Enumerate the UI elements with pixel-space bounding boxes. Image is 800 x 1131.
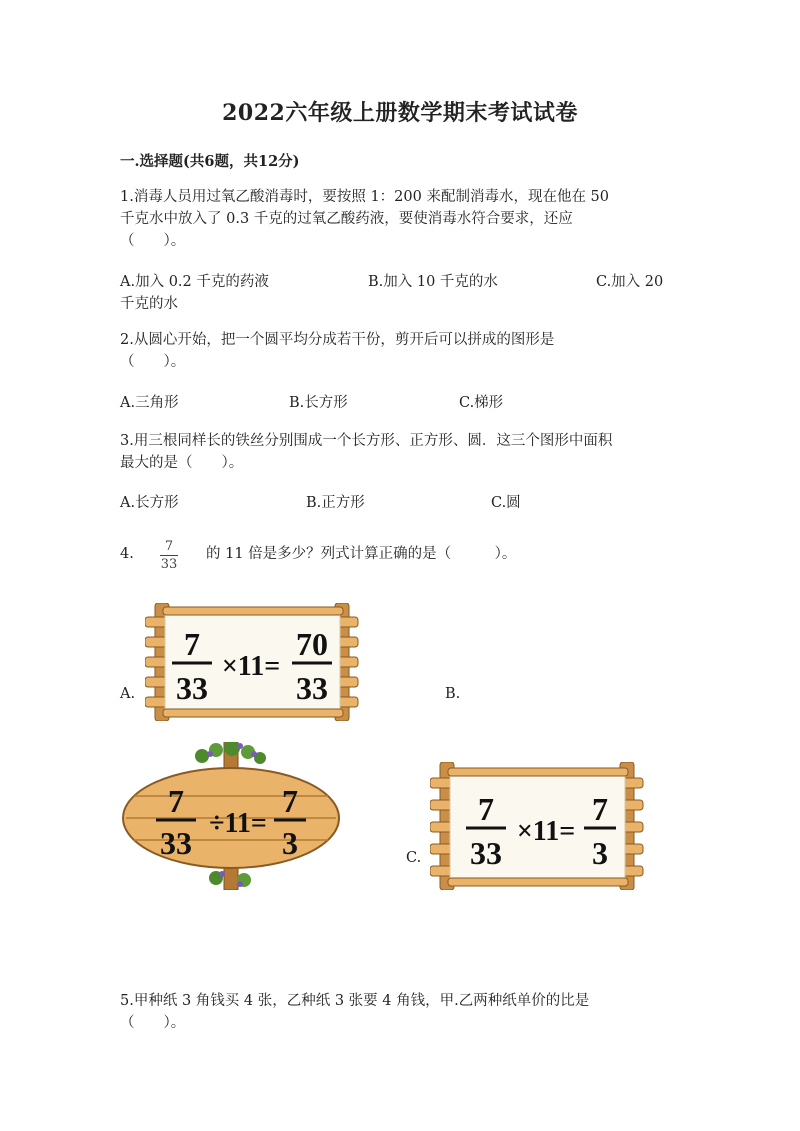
sign-c-denominator-2: 3 bbox=[592, 835, 608, 871]
q4-fraction-denominator: 33 bbox=[160, 557, 178, 572]
sign-b-denominator-1: 33 bbox=[160, 825, 192, 861]
q4-sign-c-image[interactable] bbox=[430, 762, 645, 890]
sign-b-operator: ÷11= bbox=[209, 808, 267, 839]
q3-option-a[interactable]: A.长方形 bbox=[120, 495, 179, 511]
sign-a-denominator-2: 33 bbox=[296, 670, 328, 706]
q4-fraction-numerator: 7 bbox=[164, 539, 174, 554]
q2-option-b[interactable]: B.长方形 bbox=[289, 395, 348, 411]
q1-option-b[interactable]: B.加入 10 千克的水 bbox=[368, 274, 498, 290]
sign-a-denominator-1: 33 bbox=[176, 670, 208, 706]
sign-b-numerator-1: 7 bbox=[168, 783, 184, 819]
sign-a-numerator-2: 70 bbox=[296, 626, 328, 662]
q4-label-a[interactable]: A. bbox=[120, 686, 136, 702]
sign-a-numerator-1: 7 bbox=[184, 626, 200, 662]
q2-option-a[interactable]: A.三角形 bbox=[120, 395, 179, 411]
sign-b-denominator-2: 3 bbox=[282, 825, 298, 861]
sign-a-operator: ×11= bbox=[221, 651, 281, 682]
q4-label-c[interactable]: C. bbox=[406, 850, 422, 866]
q4-number: 4. bbox=[120, 546, 134, 562]
q3-option-c[interactable]: C.圆 bbox=[491, 495, 521, 511]
q4-sign-a-image[interactable] bbox=[145, 603, 360, 721]
q5-line1: 5.甲种纸 3 角钱买 4 张，乙种纸 3 张要 4 角钱，甲.乙两种纸单价的比是 bbox=[120, 993, 590, 1009]
q5-line2: （ ）。 bbox=[120, 1015, 186, 1031]
sign-c-denominator-1: 33 bbox=[470, 835, 502, 871]
q1-option-c[interactable]: C.加入 20 bbox=[596, 274, 664, 290]
page-title: 2022六年级上册数学期末考试试卷 bbox=[222, 100, 578, 126]
sign-b-numerator-2: 7 bbox=[282, 783, 298, 819]
q1-line1: 1.消毒人员用过氧乙酸消毒时，要按照 1：200 来配制消毒水，现在他在 50 bbox=[120, 189, 610, 205]
section-heading: 一.选择题(共6题，共12分) bbox=[120, 153, 300, 170]
wood-frame-top bbox=[448, 768, 628, 776]
fraction-bar bbox=[160, 555, 178, 556]
q2-line2: （ ）。 bbox=[120, 354, 186, 370]
sign-c-numerator-2: 7 bbox=[592, 791, 608, 827]
q1-option-c-cont: 千克的水 bbox=[120, 296, 178, 312]
q3-option-b[interactable]: B.正方形 bbox=[306, 495, 365, 511]
q3-line2: 最大的是（ ）。 bbox=[120, 455, 244, 471]
wood-frame-bottom bbox=[448, 878, 628, 886]
sign-c-numerator-1: 7 bbox=[478, 791, 494, 827]
q2-line1: 2.从圆心开始，把一个圆平均分成若干份，剪开后可以拼成的图形是 bbox=[120, 332, 555, 348]
q2-option-c[interactable]: C.梯形 bbox=[459, 395, 504, 411]
q3-line1: 3.用三根同样长的铁丝分别围成一个长方形、正方形、圆．这三个图形中面积 bbox=[120, 433, 613, 449]
q4-label-b[interactable]: B. bbox=[445, 686, 461, 702]
q4-fraction bbox=[160, 539, 178, 572]
sign-c-operator: ×11= bbox=[516, 816, 576, 847]
q1-line2: 千克水中放入了 0.3 千克的过氧乙酸药液，要使消毒水符合要求，还应 bbox=[120, 211, 573, 227]
q4-text: 的 11 倍是多少？列式计算正确的是（ ）。 bbox=[206, 546, 517, 562]
q4-sign-b-image[interactable] bbox=[120, 742, 342, 890]
wood-frame-top bbox=[163, 607, 343, 615]
q1-option-a[interactable]: A.加入 0.2 千克的药液 bbox=[120, 274, 269, 290]
wood-frame-bottom bbox=[163, 709, 343, 717]
q1-line3: （ ）。 bbox=[120, 233, 186, 249]
